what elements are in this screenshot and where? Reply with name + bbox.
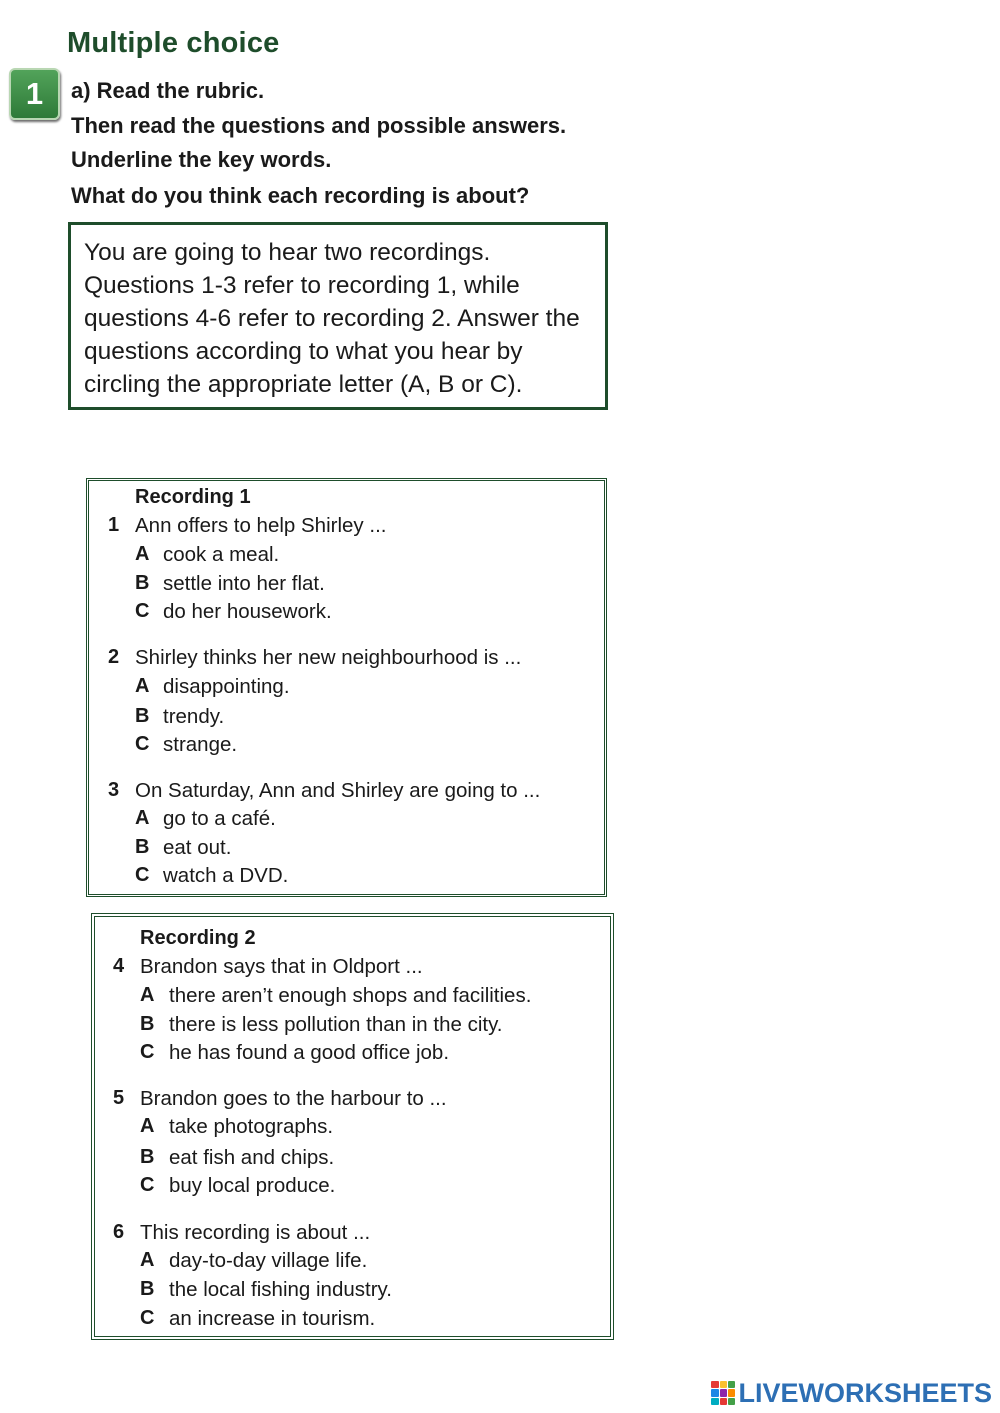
option-letter[interactable]: A <box>135 675 150 697</box>
question-number: 3 <box>108 779 120 801</box>
question-number: 1 <box>108 514 120 536</box>
option-letter[interactable]: A <box>135 543 150 565</box>
recording-heading: Recording 2 <box>140 927 256 949</box>
question-stem: Ann offers to help Shirley ... <box>135 514 387 537</box>
option-text: watch a DVD. <box>163 864 289 887</box>
option-letter[interactable]: B <box>140 1013 155 1035</box>
rubric-box <box>68 222 608 410</box>
instruction-line: What do you think each recording is about? <box>71 183 530 208</box>
liveworksheets-icon <box>711 1381 735 1405</box>
instruction-line: a) Read the rubric. <box>71 78 265 103</box>
option-text: disappointing. <box>163 675 290 698</box>
recording-heading: Recording 1 <box>135 486 251 508</box>
option-letter[interactable]: C <box>135 733 150 755</box>
question-number: 5 <box>113 1087 125 1109</box>
option-text: an increase in tourism. <box>169 1307 376 1330</box>
section-title: Multiple choice <box>67 27 280 59</box>
option-text: there is less pollution than in the city. <box>169 1013 503 1036</box>
question-number: 2 <box>108 646 120 668</box>
option-text: day-to-day village life. <box>169 1249 368 1272</box>
question-stem: Shirley thinks her new neighbourhood is ... <box>135 646 522 669</box>
option-letter[interactable]: A <box>140 1249 155 1271</box>
instruction-line: Underline the key words. <box>71 147 332 172</box>
rubric-line: questions according to what you hear by <box>84 338 523 365</box>
option-text: he has found a good office job. <box>169 1041 450 1064</box>
option-letter[interactable]: C <box>140 1174 155 1196</box>
option-text: eat out. <box>163 836 232 859</box>
option-text: buy local produce. <box>169 1174 336 1197</box>
exercise-number-badge: 1 <box>9 68 60 120</box>
option-text: trendy. <box>163 705 225 728</box>
option-letter[interactable]: C <box>140 1041 155 1063</box>
option-letter[interactable]: B <box>140 1278 155 1300</box>
option-text: do her housework. <box>163 600 332 623</box>
option-text: settle into her flat. <box>163 572 325 595</box>
option-letter[interactable]: B <box>135 705 150 727</box>
instruction-line: Then read the questions and possible answers. <box>71 113 567 138</box>
option-text: the local fishing industry. <box>169 1278 392 1301</box>
question-stem: On Saturday, Ann and Shirley are going to ... <box>135 779 541 802</box>
option-text: there aren’t enough shops and facilities. <box>169 984 532 1007</box>
option-letter[interactable]: C <box>135 600 150 622</box>
rubric-line: You are going to hear two recordings. <box>84 239 491 266</box>
rubric-line: Questions 1-3 refer to recording 1, while <box>84 272 520 299</box>
option-text: eat fish and chips. <box>169 1146 335 1169</box>
option-letter[interactable]: A <box>135 807 150 829</box>
liveworksheets-wordmark: LIVEWORKSHEETS <box>738 1377 992 1408</box>
option-letter[interactable]: B <box>140 1146 155 1168</box>
rubric-line: questions 4-6 refer to recording 2. Answer the <box>84 305 580 332</box>
option-letter[interactable]: B <box>135 572 150 594</box>
liveworksheets-logo[interactable] <box>711 1378 992 1408</box>
question-stem: Brandon says that in Oldport ... <box>140 955 423 978</box>
option-text: cook a meal. <box>163 543 280 566</box>
option-letter[interactable]: B <box>135 836 150 858</box>
option-text: take photographs. <box>169 1115 334 1138</box>
rubric-line: circling the appropriate letter (A, B or C). <box>84 371 523 398</box>
option-letter[interactable]: A <box>140 1115 155 1137</box>
option-text: go to a café. <box>163 807 276 830</box>
question-stem: This recording is about ... <box>140 1221 371 1244</box>
rubric-text <box>84 236 604 401</box>
option-letter[interactable]: A <box>140 984 155 1006</box>
option-letter[interactable]: C <box>140 1307 155 1329</box>
option-text: strange. <box>163 733 238 756</box>
option-letter[interactable]: C <box>135 864 150 886</box>
question-stem: Brandon goes to the harbour to ... <box>140 1087 447 1110</box>
question-number: 4 <box>113 955 125 977</box>
question-number: 6 <box>113 1221 125 1243</box>
